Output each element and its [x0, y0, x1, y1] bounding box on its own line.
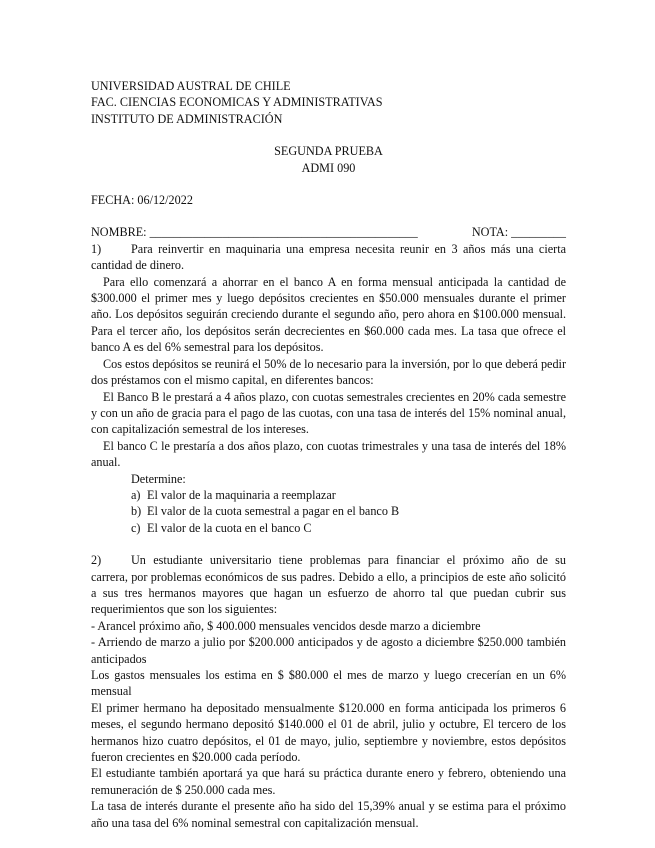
question-1-items: [91, 487, 566, 536]
item-text: El valor de la cuota semestral a pagar en el banco B: [147, 504, 400, 519]
question-2-paragraph-4: El estudiante también aportará ya que hará su práctica durante enero y febrero, obteniendo una remuneración de $ 250.000 cada mes.: [91, 766, 566, 797]
item-letter: c): [131, 520, 141, 535]
question-1-paragraph-3: El Banco B le prestará a 4 años plazo, con cuotas semestrales crecientes en 20% cada semestre y con un año de gracia para el pago de las cuotas, con una tasa de interés del 15% nominal anual, con capitalización semestral de los intereses.: [91, 389, 566, 437]
item-text: El valor de la maquinaria a reemplazar: [147, 487, 336, 502]
question-1-paragraph-4: El banco C le prestaría a dos años plazo, con cuotas trimestrales y una tasa de interés del 18% anual.: [91, 438, 566, 470]
question-1-paragraph-2: Cos estos depósitos se reunirá el 50% de lo necesario para la inversión, por lo que deberá pedir dos préstamos con el mismo capital, en diferentes bancos:: [91, 356, 566, 388]
question-2-bullet-2: - Arriendo de marzo a julio por $200.000 anticipados y de agosto a diciembre $250.000 también anticipados: [91, 635, 566, 666]
question-1-heading: [91, 241, 566, 257]
document-body: [91, 78, 566, 831]
list-item: [131, 520, 566, 536]
question-1: [91, 241, 566, 536]
item-text: El valor de la cuota en el banco C: [147, 520, 312, 535]
question-2: [91, 552, 566, 831]
header-block: [91, 78, 566, 127]
faculty-name: FAC. CIENCIAS ECONOMICAS Y ADMINISTRATIVAS: [91, 95, 383, 110]
university-name: UNIVERSIDAD AUSTRAL DE CHILE: [91, 79, 291, 93]
exam-date: FECHA: 06/12/2022: [91, 193, 193, 208]
question-2-first-line: Un estudiante universitario tiene problemas para financiar el próximo año de su: [131, 553, 566, 568]
question-2-paragraph-3: El primer hermano ha depositado mensualmente $120.000 en forma anticipada los primeros 6 meses, el segundo hermano depositó $140.000 el 01 de abril, julio y octubre, El tercero de los hermanos hizo cuatro depósitos, el 01 de mayo, julio, septiembre y noviembre, estos depósitos fueron crecientes en $20.000 cada período.: [91, 700, 566, 765]
question-1-number: 1): [91, 241, 102, 256]
question-1-first-line: Para reinvertir en maquinaria una empresa necesita reunir en 3 años más una cierta: [131, 241, 566, 256]
question-1-paragraph-1: Para ello comenzará a ahorrar en el banco A en forma mensual anticipada la cantidad de $300.000 el primer mes y luego depósitos crecientes en $50.000 mensuales durante el primer año. Los depósitos seguirán creciendo durante el segundo año, pero ahora en $100.000 mensual. Para el tercer año, los depósitos serán decrecientes en $60.000 cada mes. La tasa que ofrece el banco A es del 6% semestral para los depósitos.: [91, 274, 566, 355]
exam-title-block: [91, 143, 566, 176]
institute-name: INSTITUTO DE ADMINISTRACIÓN: [91, 111, 283, 126]
question-1-first-continuation: cantidad de dinero.: [91, 258, 185, 273]
question-2-bullet-1: - Arancel próximo año, $ 400.000 mensuales vencidos desde marzo a diciembre: [91, 618, 481, 633]
question-2-heading: [91, 552, 566, 568]
course-code: ADMI 090: [301, 160, 356, 175]
item-letter: a): [131, 487, 141, 502]
question-1-determine: Determine:: [131, 471, 186, 486]
exam-title: SEGUNDA PRUEBA: [274, 144, 383, 159]
grade-field-label: NOTA: _________: [471, 225, 566, 240]
name-field-label: NOMBRE: ____________________________________________: [91, 225, 418, 240]
list-item: [131, 503, 566, 519]
question-2-paragraph-2: Los gastos mensuales los estima en $ $80.000 el mes de marzo y luego crecerían en un 6% mensual: [91, 668, 566, 699]
list-item: [131, 487, 566, 503]
item-letter: b): [131, 504, 142, 519]
name-grade-row: [91, 224, 566, 240]
question-2-number: 2): [91, 553, 102, 568]
question-2-paragraph-5: La tasa de interés durante el presente año ha sido del 15,39% anual y se estima para el próximo año una tasa del 6% nominal semestral con capitalización mensual.: [91, 799, 566, 830]
question-2-paragraph-1: carrera, por problemas económicos de sus padres. Debido a ello, a principios de este año solicitó a sus tres hermanos mayores que hagan un esfuerzo de ahorro tal que puedan cubrir sus requerimientos que son los siguientes:: [91, 569, 566, 617]
